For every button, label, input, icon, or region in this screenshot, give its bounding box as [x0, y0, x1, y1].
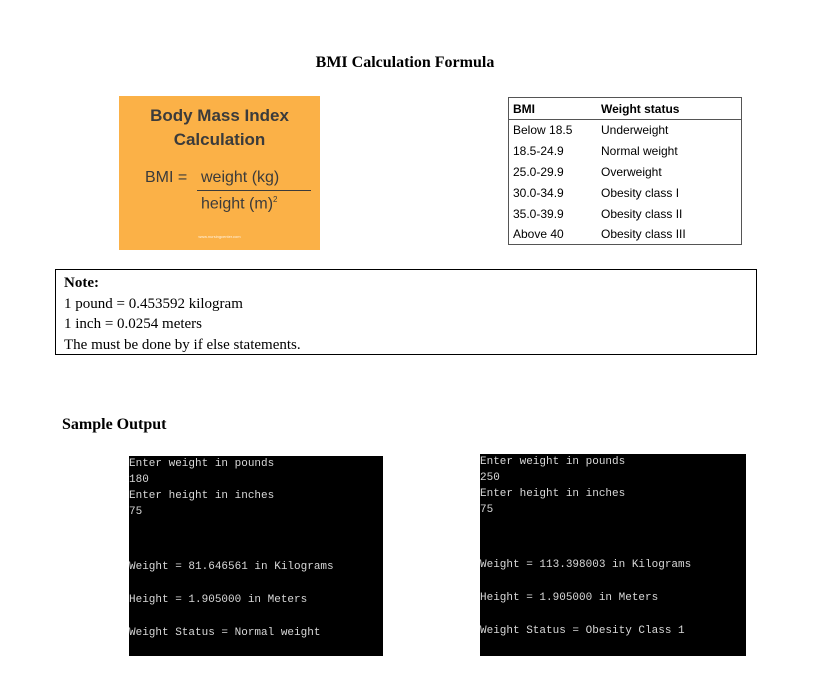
sample-output-heading: Sample Output: [62, 416, 167, 433]
formula-denominator-text: height (m): [201, 195, 274, 213]
note-line: 1 inch = 0.0254 meters: [64, 316, 203, 332]
table-row: [509, 141, 741, 162]
console-blank: [129, 608, 383, 625]
console-blank: [129, 575, 383, 592]
console-line: Weight Status = Normal weight: [129, 627, 321, 639]
table-row: [509, 204, 741, 225]
console-output-2: [480, 454, 746, 656]
table-cell-bmi: 25.0-29.9: [513, 165, 564, 179]
table-cell-status: Underweight: [601, 123, 669, 137]
console-line: Height = 1.905000 in Meters: [129, 594, 308, 606]
table-header-weight-status: Weight status: [601, 102, 680, 116]
console-blank: [480, 573, 746, 590]
console-line: Enter weight in pounds: [129, 458, 275, 470]
table-cell-bmi: Above 40: [513, 227, 564, 241]
table-cell-bmi: Below 18.5: [513, 123, 573, 137]
console-line: 75: [129, 506, 143, 518]
bmi-card-source: www.nursingcenter.com: [198, 234, 241, 239]
weight-status-table: [508, 97, 742, 245]
formula-denominator: [201, 195, 277, 213]
table-row: [509, 162, 741, 183]
note-heading: Note:: [64, 275, 99, 291]
table-cell-status: Obesity class I: [601, 186, 680, 200]
console-line: 75: [480, 504, 494, 516]
table-header-row: [509, 98, 741, 120]
table-cell-bmi: 18.5-24.9: [513, 144, 564, 158]
table-header-bmi: BMI: [513, 102, 535, 116]
console-line: Enter weight in pounds: [480, 456, 626, 468]
page-title: BMI Calculation Formula: [315, 54, 495, 71]
table-cell-status: Obesity class II: [601, 207, 683, 221]
table-cell-status: Obesity class III: [601, 227, 686, 241]
formula-numerator: weight (kg): [201, 169, 280, 186]
console-line: 180: [129, 474, 149, 486]
formula-fraction-bar: [197, 190, 311, 191]
table-cell-status: Normal weight: [601, 144, 678, 158]
bmi-card-heading: [119, 104, 320, 152]
formula-lhs: BMI =: [145, 169, 188, 186]
table-cell-bmi: 30.0-34.9: [513, 186, 564, 200]
table-row: [509, 120, 741, 141]
console-line: Enter height in inches: [129, 490, 275, 502]
bmi-card-heading-line1: Body Mass Index: [150, 106, 289, 125]
console-line: Weight = 113.398003 in Kilograms: [480, 559, 692, 571]
note-box: [55, 269, 757, 355]
table-cell-bmi: 35.0-39.9: [513, 207, 564, 221]
formula-exponent: 2: [273, 195, 278, 204]
console-blank: [480, 518, 746, 557]
console-line: 250: [480, 472, 500, 484]
note-line: 1 pound = 0.453592 kilogram: [64, 295, 243, 312]
table-cell-status: Overweight: [601, 165, 662, 179]
console-blank: [480, 606, 746, 623]
console-line: Weight = 81.646561 in Kilograms: [129, 561, 334, 573]
table-row: [509, 224, 741, 245]
table-row: [509, 183, 741, 204]
console-output-1: [129, 456, 383, 656]
console-blank: [129, 520, 383, 559]
bmi-formula-image: [119, 96, 320, 250]
console-line: Weight Status = Obesity Class 1: [480, 625, 685, 637]
bmi-card-heading-line2: Calculation: [173, 130, 266, 149]
note-line: The must be done by if else statements.: [64, 336, 301, 353]
console-line: Enter height in inches: [480, 488, 626, 500]
console-line: Height = 1.905000 in Meters: [480, 592, 659, 604]
